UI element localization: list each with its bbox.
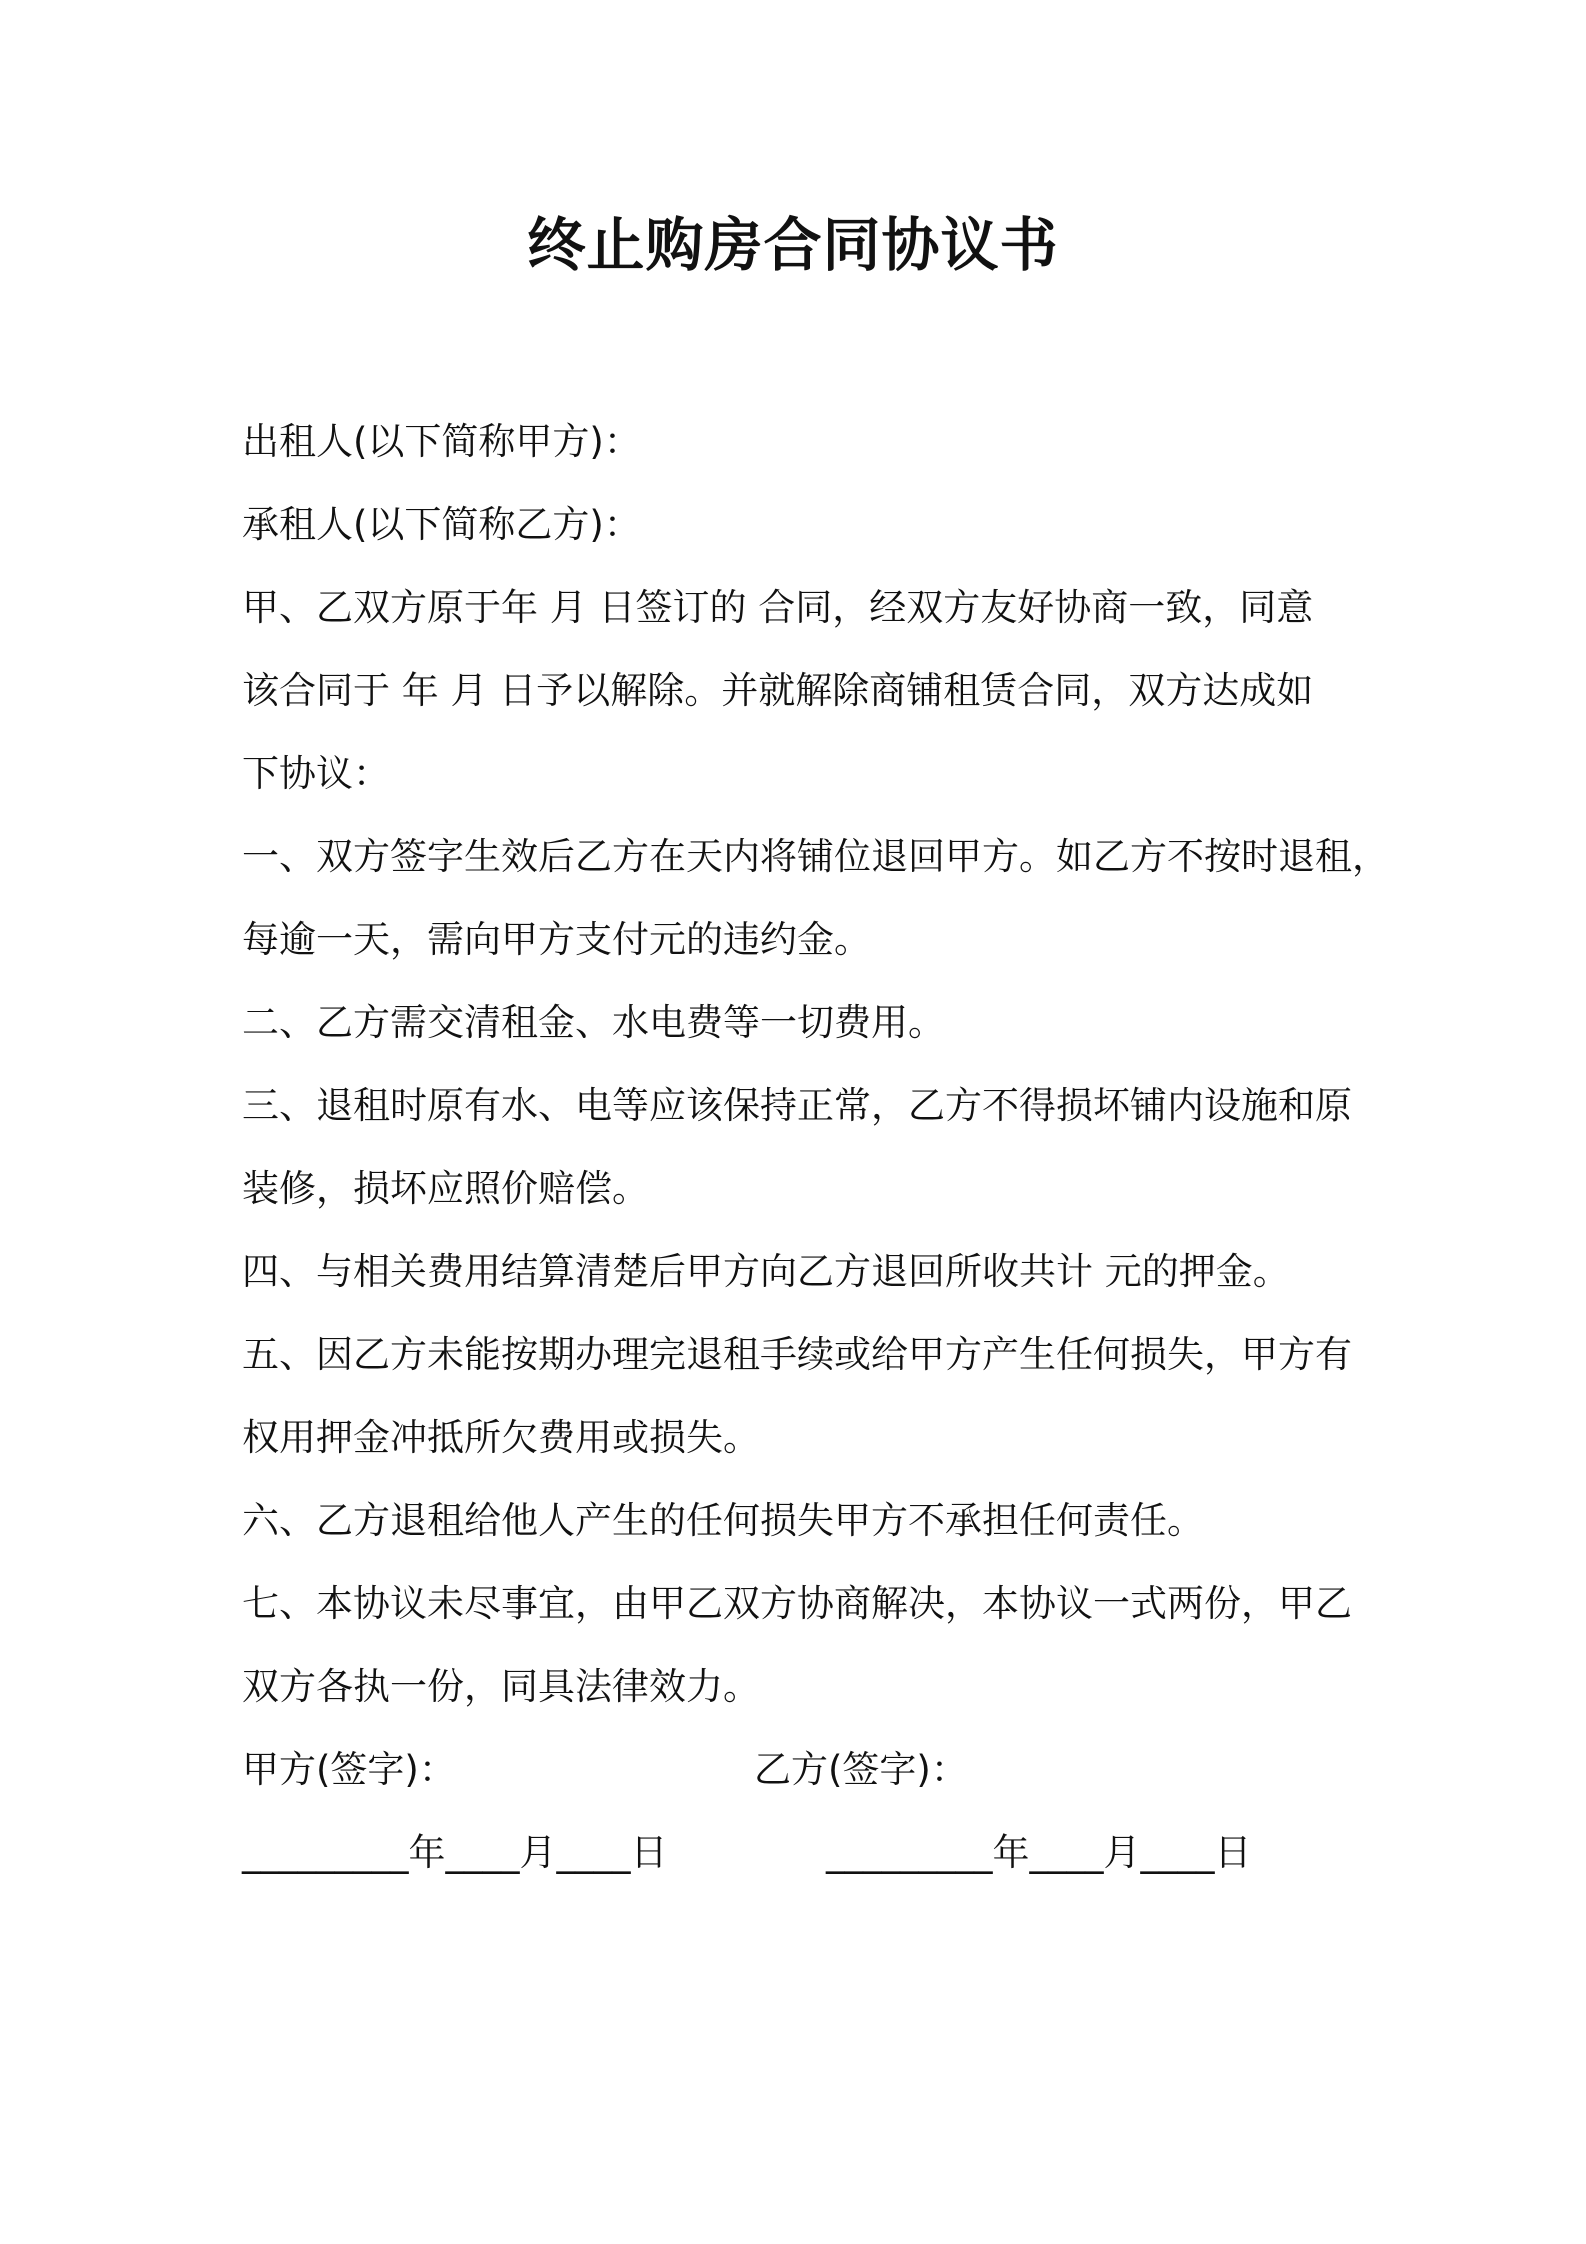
party-a-signature-label: 甲方(签字)： [242, 1748, 456, 1791]
clause-7-line: 七、本协议未尽事宜，由甲乙双方协商解决，本协议一式两份，甲乙 [242, 1582, 1352, 1625]
lessee-line: 承租人(以下简称乙方)： [242, 503, 641, 546]
clause-3-line: 装修，损坏应照价赔偿。 [242, 1167, 649, 1210]
paragraph-line: 甲、乙双方原于年 月 日签订的 合同，经双方友好协商一致，同意 [242, 586, 1314, 629]
clause-7-line: 双方各执一份，同具法律效力。 [242, 1665, 760, 1708]
document-title: 终止购房合同协议书 [527, 211, 1059, 279]
date-row [242, 1811, 1362, 1894]
lessor-line: 出租人(以下简称甲方)： [242, 420, 641, 463]
document-body [242, 400, 1389, 1894]
signature-row [242, 1728, 1362, 1811]
paragraph-line: 下协议： [242, 752, 390, 795]
clause-5-line: 五、因乙方未能按期办理完退租手续或给甲方产生任何损失，甲方有 [242, 1333, 1352, 1376]
party-b-date-field: _________年____月____日 [826, 1831, 1252, 1874]
clause-4-line: 四、与相关费用结算清楚后甲方向乙方退回所收共计 元的押金。 [242, 1250, 1290, 1293]
party-b-signature-label: 乙方(签字)： [754, 1748, 968, 1791]
clause-1-line: 每逾一天，需向甲方支付元的违约金。 [242, 918, 871, 961]
party-a-date-field: _________年____月____日 [242, 1831, 668, 1874]
clause-1-line: 一、双方签字生效后乙方在天内将铺位退回甲方。如乙方不按时退租， [242, 835, 1389, 878]
clause-3-line: 三、退租时原有水、电等应该保持正常，乙方不得损坏铺内设施和原 [242, 1084, 1352, 1127]
clause-5-line: 权用押金冲抵所欠费用或损失。 [242, 1416, 760, 1459]
clause-6-line: 六、乙方退租给他人产生的任何损失甲方不承担任何责任。 [242, 1499, 1204, 1542]
clause-2-line: 二、乙方需交清租金、水电费等一切费用。 [242, 1001, 945, 1044]
paragraph-line: 该合同于 年 月 日予以解除。并就解除商铺租赁合同，双方达成如 [242, 669, 1314, 712]
